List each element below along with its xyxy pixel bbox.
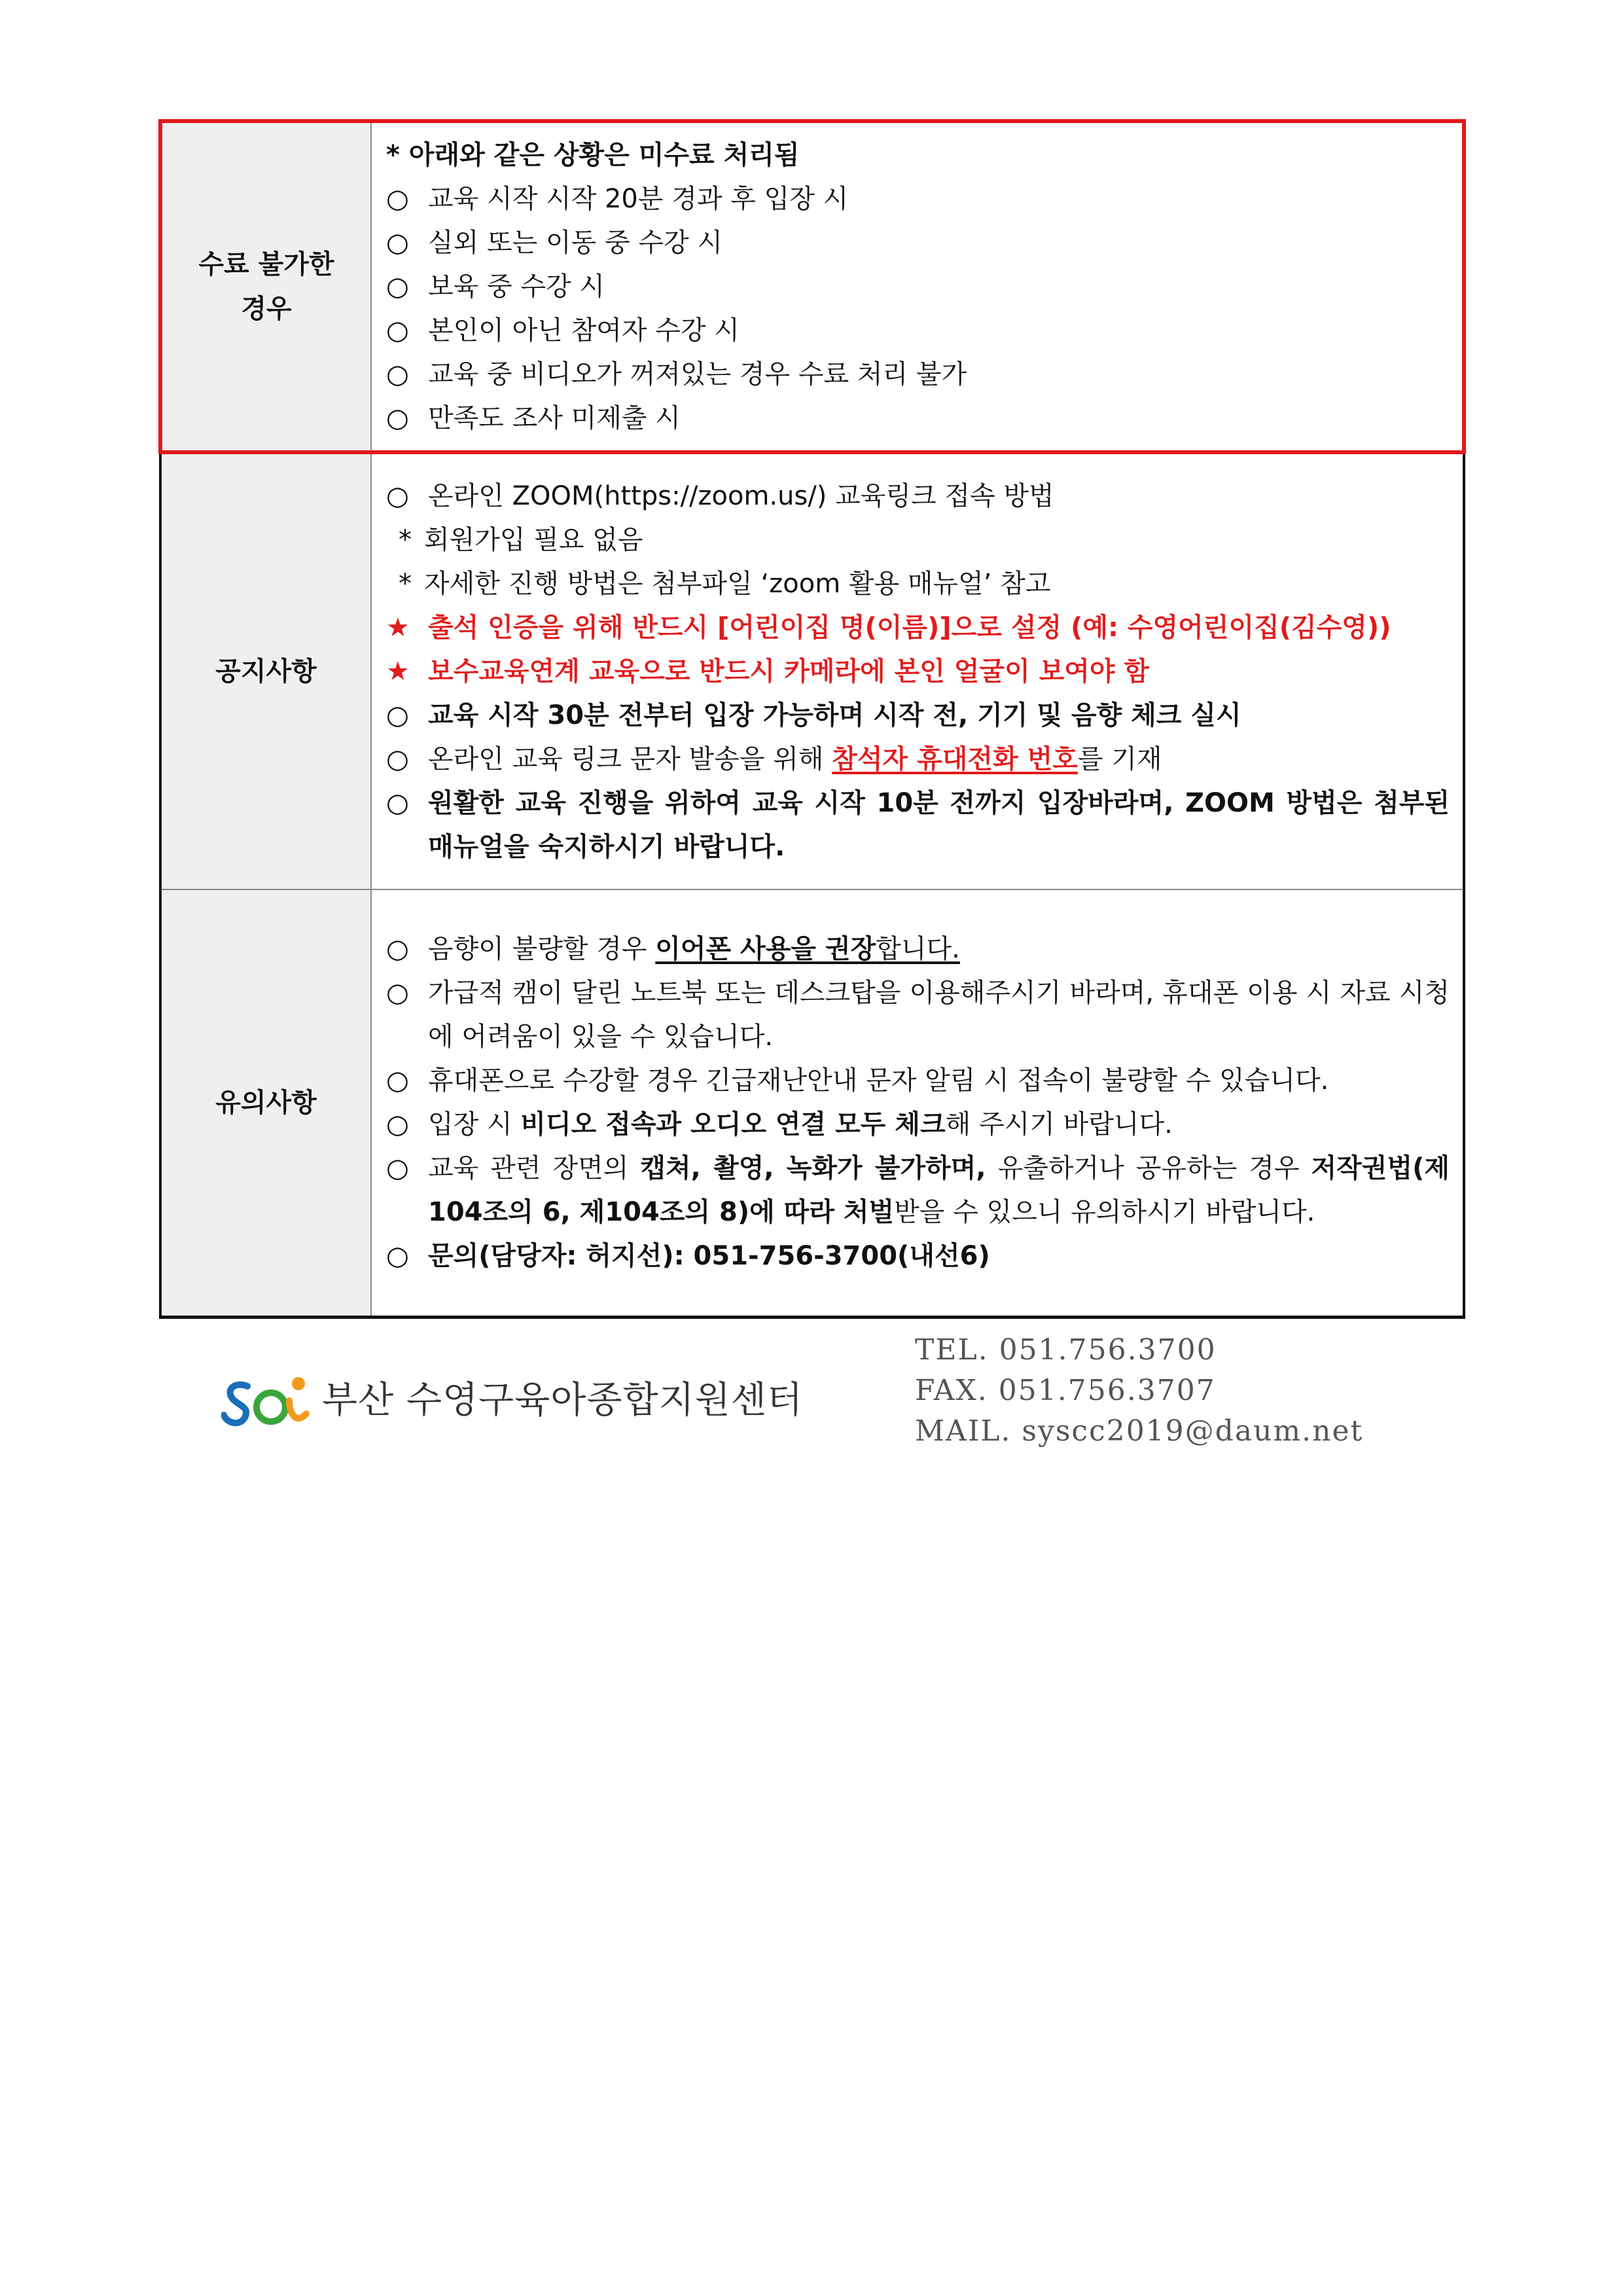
sub-item-text: 자세한 진행 방법은 첨부파일 ‘zoom 활용 매뉴얼’ 참고 — [424, 568, 1051, 599]
circle-bullet-icon: ○ — [386, 1066, 409, 1096]
list-item-text: 출석 인증을 위해 반드시 [어린이집 명(이름)]으로 설정 (예: 수영어린이집(김수영)) — [428, 612, 1391, 643]
row-content — [371, 121, 1464, 452]
list-item-text: 원활한 교육 진행을 위하여 교육 시작 10분 전까지 입장바라며, ZOOM 방법은 첨부된 매뉴얼을 숙지하시기 바랍니다. — [428, 787, 1450, 862]
circle-bullet-icon: ○ — [386, 480, 409, 511]
asterisk-icon: * — [399, 524, 412, 555]
list-item — [386, 397, 1449, 440]
connection-check-emphasis: 비디오 접속과 오디오 연결 모두 체크 — [520, 1109, 946, 1139]
sub-item — [386, 518, 1450, 562]
list-item — [386, 1147, 1450, 1234]
asterisk-icon: * — [399, 568, 412, 599]
circle-bullet-icon: ○ — [386, 934, 409, 964]
list-item-important — [386, 650, 1450, 694]
circle-bullet-icon: ○ — [386, 1109, 409, 1139]
contact-tel: TEL. 051.756.3700 — [915, 1333, 1217, 1367]
row-label: 유의사항 — [160, 889, 371, 1318]
list-item — [386, 738, 1450, 781]
list-item-text: 온라인 교육 링크 문자 발송을 위해 — [428, 744, 832, 774]
row-completion-failure — [160, 121, 1464, 452]
list-item — [386, 177, 1449, 221]
list-item-text: 실외 또는 이동 중 수강 시 — [428, 227, 722, 258]
row-notice — [160, 452, 1464, 889]
list-item-text: 받을 수 있으니 유의하시기 바랍니다. — [894, 1197, 1315, 1227]
list-item-text: 교육 시작 시작 20분 경과 후 입장 시 — [428, 183, 849, 214]
contact-mail: MAIL. syscc2019@daum.net — [915, 1414, 1364, 1448]
list-item-text: 본인이 아닌 참여자 수강 시 — [428, 315, 740, 346]
sub-item-text: 회원가입 필요 없음 — [424, 524, 643, 555]
list-item-text: 합니다. — [876, 934, 960, 964]
list-item-text: 가급적 캠이 달린 노트북 또는 데스크탑을 이용해주시기 바라며, 휴대폰 이용 시 자료 시청에 어려움이 있을 수 있습니다. — [428, 978, 1450, 1052]
list-item — [386, 265, 1449, 309]
list-item-text: 교육 중 비디오가 꺼져있는 경우 수료 처리 불가 — [428, 359, 967, 389]
circle-bullet-icon: ○ — [386, 403, 409, 433]
list-item-text: 보수교육연계 교육으로 반드시 카메라에 본인 얼굴이 보여야 함 — [428, 656, 1150, 687]
circle-bullet-icon: ○ — [386, 359, 409, 389]
list-item — [386, 309, 1449, 353]
list-item-text: 를 기재 — [1077, 744, 1162, 774]
circle-bullet-icon: ○ — [386, 183, 409, 214]
list-item-important — [386, 606, 1450, 650]
circle-bullet-icon: ○ — [386, 744, 409, 774]
circle-bullet-icon: ○ — [386, 271, 409, 302]
list-item-text: 교육 관련 장면의 — [428, 1153, 641, 1183]
circle-bullet-icon: ○ — [386, 1153, 409, 1183]
capture-prohibited-emphasis: 캡쳐, 촬영, 녹화가 불가하며, — [640, 1153, 986, 1183]
list-item — [386, 221, 1449, 265]
contact-block — [915, 1330, 1363, 1452]
row-content — [371, 889, 1464, 1318]
row-label-line-1: 수료 불가한 — [198, 249, 334, 279]
list-item — [386, 353, 1449, 397]
list-item — [386, 694, 1450, 738]
star-icon: ★ — [386, 656, 410, 687]
list-item-text: 휴대폰으로 수강할 경우 긴급재난안내 문자 알림 시 접속이 불량할 수 있습니다. — [428, 1066, 1329, 1096]
list-item-text: 해 주시기 바랍니다. — [945, 1109, 1173, 1139]
sub-item — [386, 562, 1450, 606]
list-item — [386, 927, 1450, 971]
zoom-link-text: 온라인 ZOOM(https://zoom.us/) 교육링크 접속 방법 — [428, 480, 1054, 511]
contact-fax: FAX. 051.756.3707 — [915, 1374, 1216, 1407]
list-item-text: 음향이 불량할 경우 — [428, 934, 656, 964]
row-label — [160, 121, 371, 452]
copyright-law-emphasis: 저작권법(제104조의 6, 제104조의 8)에 따라 처벌 — [428, 1153, 1450, 1227]
list-item-text: 입장 시 — [428, 1109, 521, 1139]
list-item — [386, 1103, 1450, 1147]
inquiry-contact: 문의(담당자: 허지선): 051-756-3700(내선6) — [428, 1241, 990, 1271]
circle-bullet-icon: ○ — [386, 787, 409, 818]
row-label-line-2: 경우 — [241, 294, 292, 324]
circle-bullet-icon: ○ — [386, 1241, 409, 1271]
circle-bullet-icon: ○ — [386, 315, 409, 346]
list-item — [386, 475, 1450, 518]
list-item — [386, 1059, 1450, 1103]
circle-bullet-icon: ○ — [386, 978, 409, 1008]
list-item-text: 보육 중 수강 시 — [428, 271, 605, 302]
org-logo-icon — [221, 1374, 313, 1429]
list-item-text: 만족도 조사 미제출 시 — [428, 403, 681, 433]
list-item — [386, 971, 1450, 1059]
notice-table — [158, 119, 1466, 1319]
list-item-text: 교육 시작 30분 전부터 입장 가능하며 시작 전, 기기 및 음향 체크 실시 — [428, 700, 1241, 730]
circle-bullet-icon: ○ — [386, 227, 409, 258]
notice-heading: * 아래와 같은 상황은 미수료 처리됨 — [386, 139, 800, 170]
row-caution — [160, 889, 1464, 1318]
list-item — [386, 781, 1450, 869]
phone-number-emphasis: 참석자 휴대전화 번호 — [832, 744, 1078, 774]
row-content — [371, 452, 1464, 889]
earphone-emphasis: 이어폰 사용을 권장 — [655, 934, 876, 964]
org-name: 부산 수영구육아종합지원센터 — [322, 1379, 804, 1422]
list-item — [386, 1234, 1450, 1278]
circle-bullet-icon: ○ — [386, 700, 409, 730]
row-label: 공지사항 — [160, 452, 371, 889]
star-icon: ★ — [386, 612, 410, 643]
list-item-text: 유출하거나 공유하는 경우 — [986, 1153, 1311, 1183]
